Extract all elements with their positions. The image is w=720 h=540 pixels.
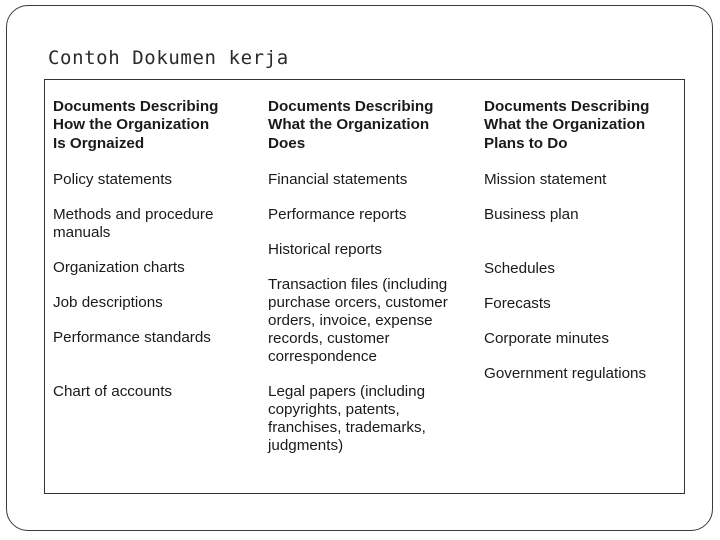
document-item: Forecasts xyxy=(484,295,551,313)
column-organization-structure xyxy=(53,98,258,418)
column-organization-activities xyxy=(268,98,473,472)
column-header xyxy=(53,98,258,153)
column-header-line: Does xyxy=(268,134,306,152)
column-header-line: What the Organization xyxy=(268,116,430,134)
document-item: Methods and procedure manuals xyxy=(53,206,214,242)
document-item: Corporate minutes xyxy=(484,330,609,348)
slide-title: Contoh Dokumen kerja xyxy=(48,47,289,69)
document-item: Legal papers (including copyrights, patents, franchises, trademarks, judgments) xyxy=(268,383,426,455)
column-header-line: Documents Describing xyxy=(484,98,650,115)
column-header-line: Documents Describing xyxy=(268,98,434,115)
document-item: Chart of accounts xyxy=(53,383,173,401)
documents-table xyxy=(44,79,685,494)
document-item: Job descriptions xyxy=(53,294,163,312)
document-item: Policy statements xyxy=(53,171,173,189)
column-header-line: Is Orgnaized xyxy=(53,134,145,152)
column-header xyxy=(268,98,473,153)
column-header-line: Documents Describing xyxy=(53,98,219,115)
document-item: Schedules xyxy=(484,260,555,278)
column-header-line: How the Organization xyxy=(53,116,210,134)
document-item: Performance reports xyxy=(268,206,407,224)
document-item: Mission statement xyxy=(484,171,607,189)
document-item: Organization charts xyxy=(53,259,185,277)
document-item: Government regulations xyxy=(484,365,647,383)
document-item: Financial statements xyxy=(268,171,408,189)
document-item: Transaction files (including purchase orcers, customer orders, invoice, expense records, customer correspondence xyxy=(268,276,448,366)
column-header xyxy=(484,98,679,153)
column-header-line: Plans to Do xyxy=(484,134,568,152)
document-item: Historical reports xyxy=(268,241,382,259)
document-item: Business plan xyxy=(484,206,579,224)
document-item: Performance standards xyxy=(53,329,211,347)
column-header-line: What the Organization xyxy=(484,116,646,134)
column-organization-plans xyxy=(484,98,679,400)
